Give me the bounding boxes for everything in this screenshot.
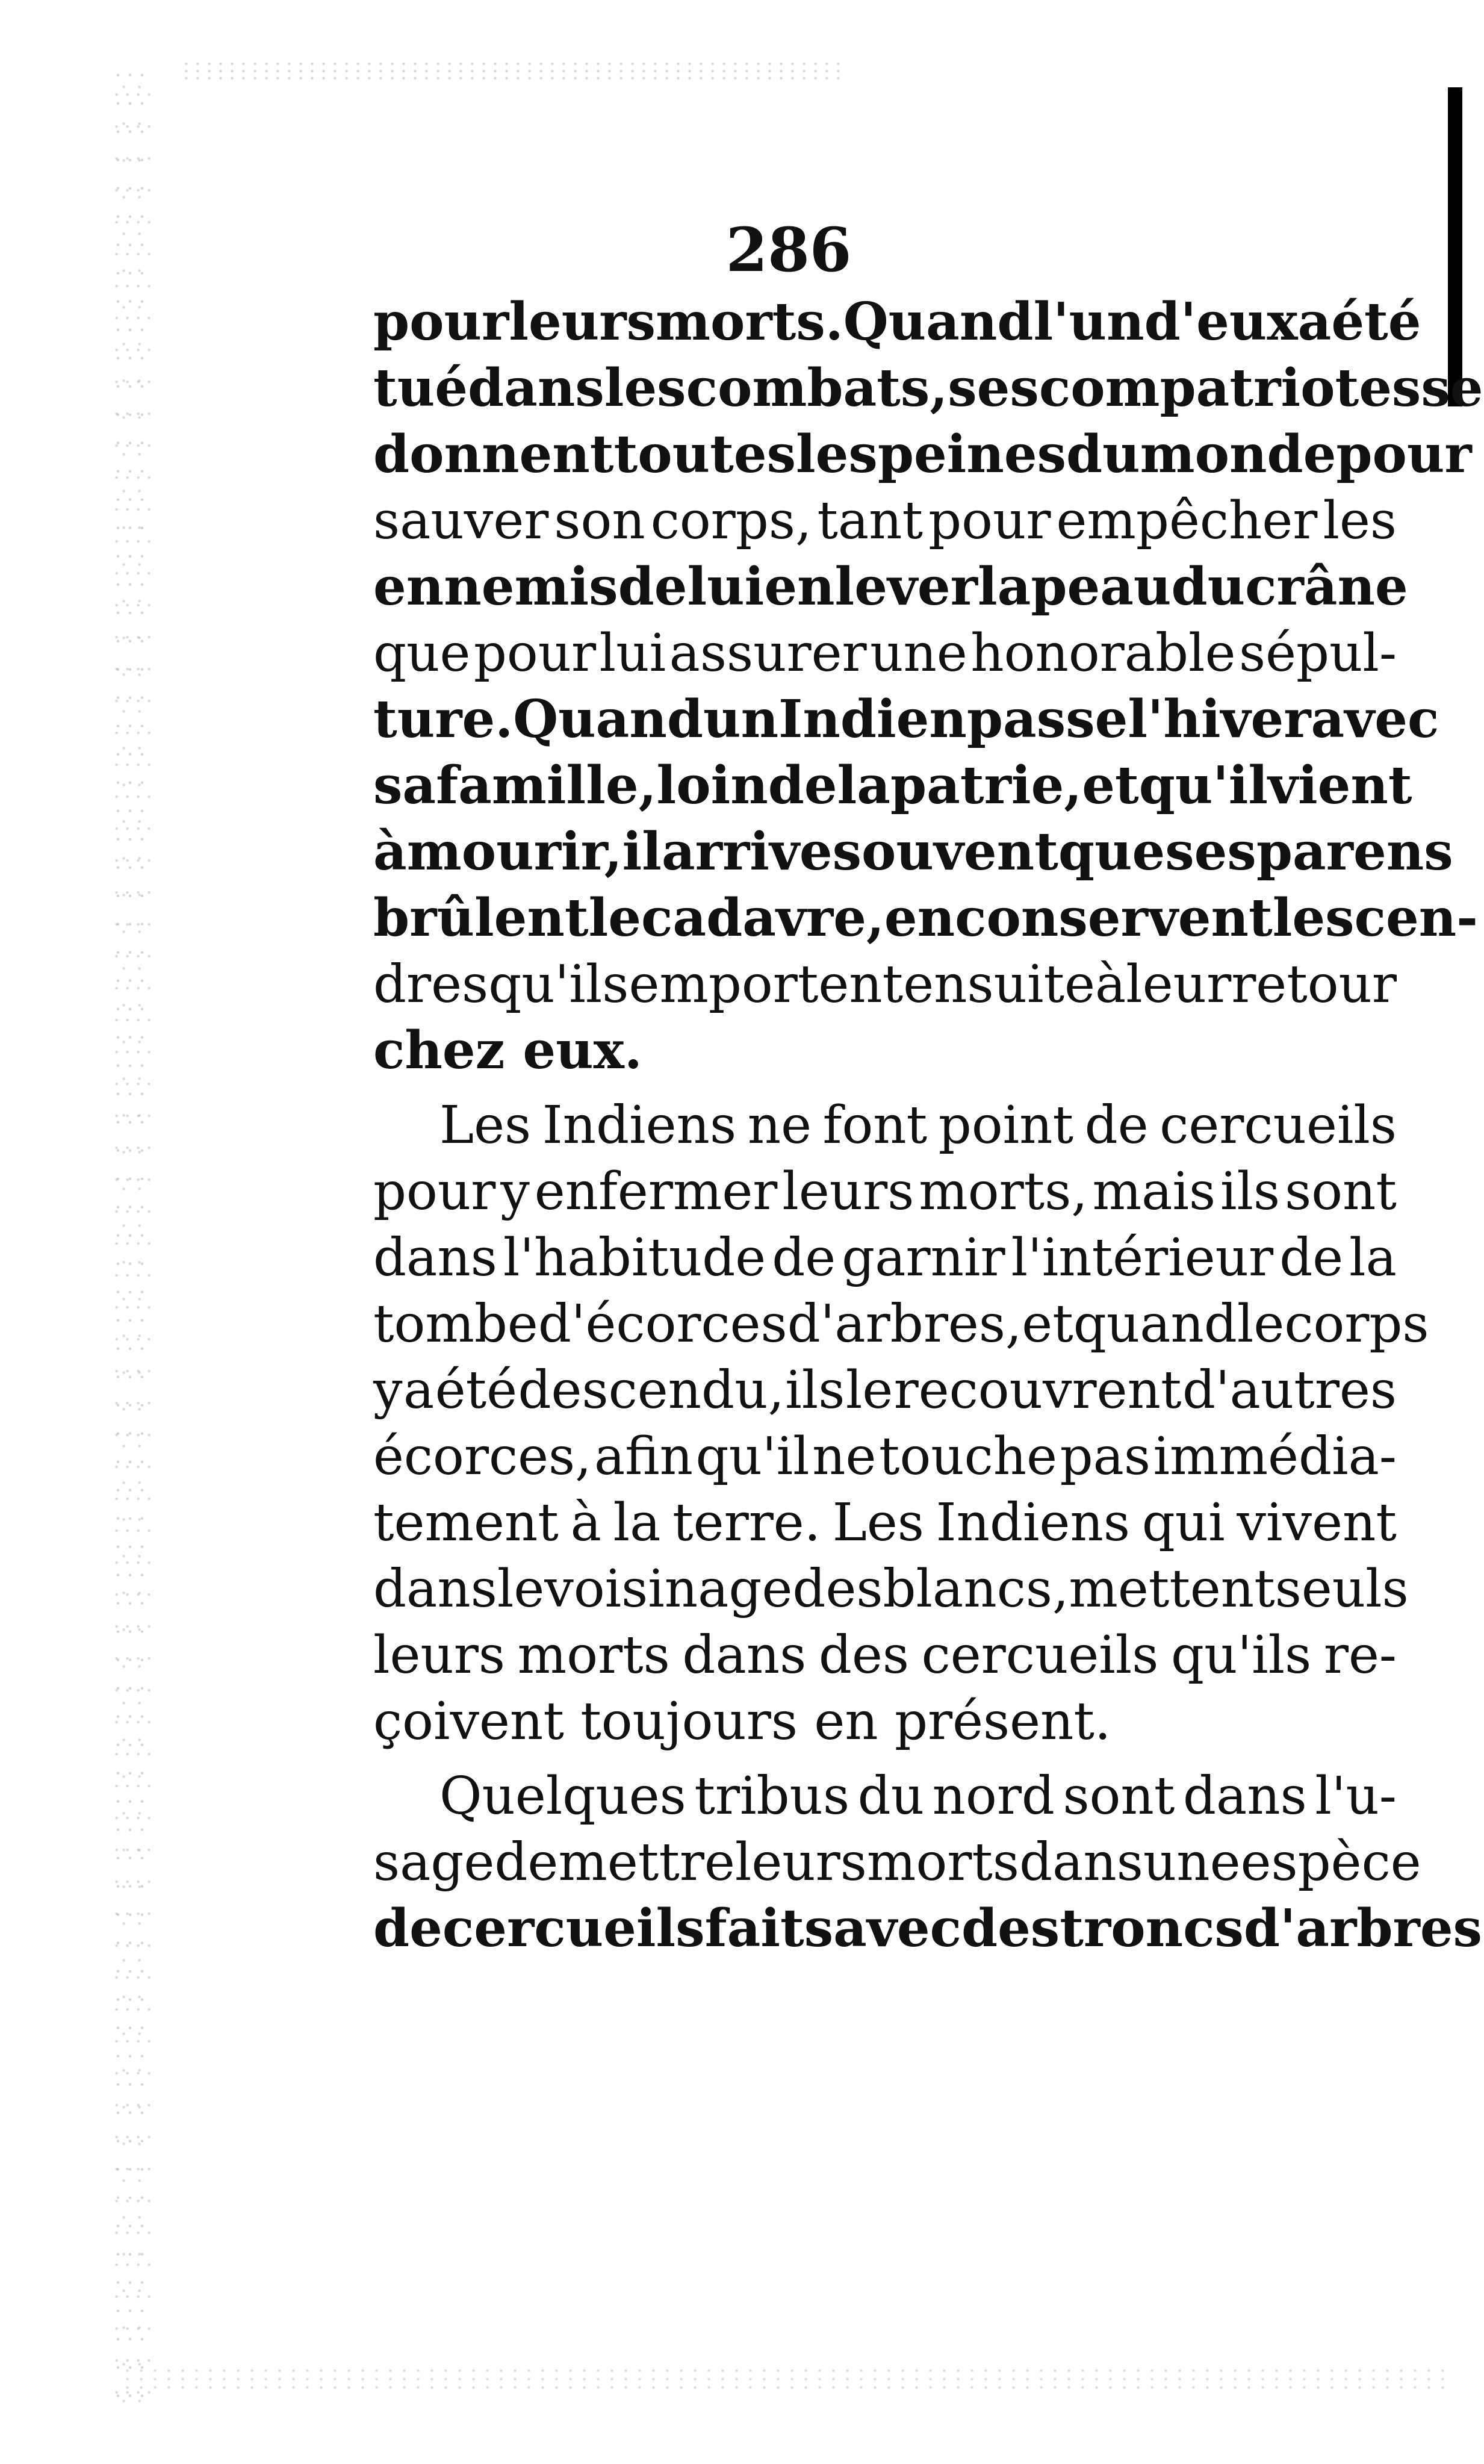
word: qui xyxy=(1141,1493,1225,1553)
word: à xyxy=(373,821,407,882)
word: qu'ils xyxy=(1171,1625,1312,1685)
word: leurs xyxy=(509,291,656,352)
word: l'hiver xyxy=(1128,689,1311,750)
word: Indien xyxy=(778,689,967,750)
word: toutes xyxy=(613,424,796,485)
word: ture. xyxy=(373,689,514,750)
word: tement xyxy=(373,1493,559,1553)
word: pour xyxy=(373,291,509,352)
text-line xyxy=(373,620,1397,686)
word: de xyxy=(494,1832,559,1893)
word: mais xyxy=(1092,1162,1216,1222)
word: mettre xyxy=(558,1832,735,1893)
word: loin xyxy=(656,755,768,816)
text-line xyxy=(373,289,1421,355)
word: et xyxy=(1082,755,1139,816)
text-line xyxy=(373,1622,1397,1688)
word: un xyxy=(703,689,779,750)
word: le xyxy=(588,888,641,948)
word: garnir xyxy=(842,1228,1005,1288)
word: Indiens xyxy=(936,1493,1130,1553)
word: été xyxy=(1331,291,1421,352)
word: Quand xyxy=(513,689,704,750)
word: cercueils xyxy=(921,1625,1159,1685)
word: cadavre, xyxy=(641,888,884,948)
word: touche xyxy=(878,1426,1058,1487)
word: se xyxy=(1421,358,1483,418)
word: tribus xyxy=(694,1766,850,1826)
word: de xyxy=(373,1898,442,1959)
word: point xyxy=(938,1095,1074,1156)
word: tant xyxy=(817,491,924,551)
word: re- xyxy=(1323,1625,1397,1685)
word: avec xyxy=(1311,689,1439,750)
word: d'arbres, xyxy=(787,1294,1022,1354)
word: que xyxy=(1058,821,1166,882)
word: d'eux xyxy=(1144,291,1298,352)
word: quand xyxy=(1073,1294,1237,1354)
word: sont xyxy=(1063,1766,1175,1826)
word: Les xyxy=(832,1493,924,1553)
word: qu'il xyxy=(1138,755,1268,816)
page-number: 286 xyxy=(725,214,852,285)
word: morts. xyxy=(655,291,843,352)
word: l'u- xyxy=(1315,1766,1397,1826)
word: morts xyxy=(517,1625,670,1685)
word: leurs xyxy=(734,1832,867,1893)
word: que xyxy=(373,623,471,683)
word: dans xyxy=(373,1228,497,1288)
word: des xyxy=(792,1559,883,1619)
word: les xyxy=(1323,491,1397,551)
text-line xyxy=(373,1423,1397,1490)
word: assurer xyxy=(669,623,867,683)
word: ils xyxy=(785,1360,845,1420)
page-binding-edge xyxy=(114,72,151,2421)
word: descendu, xyxy=(518,1360,784,1420)
word: morts, xyxy=(919,1162,1088,1222)
word: du xyxy=(1066,424,1140,485)
text-line: çoivent toujours en présent. xyxy=(373,1691,1111,1752)
word: famille, xyxy=(436,755,657,816)
word: enfermer xyxy=(534,1162,778,1222)
word: pas xyxy=(1060,1426,1151,1487)
word: sépul- xyxy=(1238,623,1397,683)
word: qu'il xyxy=(695,1426,810,1487)
word: été xyxy=(435,1360,518,1420)
word: des xyxy=(818,1625,909,1685)
word: peines xyxy=(877,424,1066,485)
word: de xyxy=(618,556,688,617)
word: ses xyxy=(1165,821,1256,882)
text-line xyxy=(373,1896,1482,1962)
text-line xyxy=(373,951,1397,1018)
word: en xyxy=(884,888,955,948)
word: a xyxy=(1297,291,1332,352)
word: d'arbres xyxy=(1243,1898,1482,1959)
word: la xyxy=(977,556,1031,617)
text-line xyxy=(373,1490,1397,1556)
word: Les xyxy=(439,1095,532,1156)
text-line xyxy=(373,488,1397,554)
word: crâne xyxy=(1245,556,1408,617)
word: vient xyxy=(1268,755,1412,816)
word: retour xyxy=(1231,954,1397,1015)
word: morts xyxy=(866,1832,1020,1893)
word: le xyxy=(497,1559,545,1619)
word: tombe xyxy=(373,1294,538,1354)
word: vivent xyxy=(1237,1493,1397,1553)
word: sa xyxy=(373,755,436,816)
word: de xyxy=(772,1228,836,1288)
word: faits xyxy=(704,1898,834,1959)
word: cercueils xyxy=(442,1898,705,1959)
word: voisinage xyxy=(544,1559,793,1619)
word: de xyxy=(1084,1095,1149,1156)
word: nord xyxy=(932,1766,1055,1826)
word: espèce xyxy=(1240,1832,1421,1893)
word: son xyxy=(554,491,645,551)
word: à xyxy=(570,1493,601,1553)
word: leurs xyxy=(373,1625,506,1685)
word: a xyxy=(403,1360,435,1420)
word: dans xyxy=(682,1625,807,1685)
word: donnent xyxy=(373,424,614,485)
text-line xyxy=(373,1225,1397,1291)
word: afin xyxy=(594,1426,694,1487)
word: y xyxy=(373,1360,403,1420)
paragraph-start-line xyxy=(373,1763,1397,1829)
word: troncs xyxy=(1060,1898,1244,1959)
word: corps, xyxy=(650,491,812,551)
word: et xyxy=(1022,1294,1073,1354)
word: honorable xyxy=(970,623,1236,683)
word: patrie, xyxy=(890,755,1082,816)
word: du xyxy=(1171,556,1246,617)
word: dans xyxy=(1182,1766,1307,1826)
word: passe xyxy=(966,689,1128,750)
word: leurs xyxy=(782,1162,914,1222)
word: pour xyxy=(473,623,597,683)
word: la xyxy=(837,755,891,816)
word: les xyxy=(1272,888,1355,948)
word: cen- xyxy=(1354,888,1478,948)
word: terre. xyxy=(672,1493,821,1553)
word: ses xyxy=(948,358,1039,418)
word: corps xyxy=(1284,1294,1429,1354)
text-line xyxy=(373,355,1483,422)
word: brûlent xyxy=(373,888,589,948)
word: des xyxy=(961,1898,1060,1959)
word: compatriotes xyxy=(1038,358,1421,418)
word: souvent xyxy=(832,821,1058,882)
text-line xyxy=(373,1829,1421,1896)
word: une xyxy=(1143,1832,1241,1893)
word: font xyxy=(822,1095,928,1156)
word: recouvrent xyxy=(893,1360,1182,1420)
text-line xyxy=(373,554,1408,620)
text-line xyxy=(373,1357,1397,1423)
word: ne xyxy=(747,1095,812,1156)
word: dans xyxy=(1019,1832,1143,1893)
word: qu'ils xyxy=(488,954,629,1015)
word: dres xyxy=(373,954,489,1015)
word: le xyxy=(845,1360,893,1420)
word: Indiens xyxy=(542,1095,737,1156)
word: ne xyxy=(812,1426,877,1487)
word: peau xyxy=(1031,556,1172,617)
word: du xyxy=(857,1766,925,1826)
word: parens xyxy=(1256,821,1453,882)
word: Quelques xyxy=(439,1766,686,1826)
word: empêcher xyxy=(1056,491,1318,551)
word: mourir, xyxy=(406,821,622,882)
word: conservent xyxy=(955,888,1273,948)
word: y xyxy=(500,1162,530,1222)
word: l'un xyxy=(1033,291,1144,352)
text-line xyxy=(373,753,1412,819)
word: de xyxy=(768,755,837,816)
word: enlever xyxy=(764,556,978,617)
word: le xyxy=(1237,1294,1285,1354)
text-line xyxy=(373,1556,1409,1622)
text-line xyxy=(373,885,1478,951)
word: Quand xyxy=(843,291,1034,352)
word: dans xyxy=(373,1559,497,1619)
word: la xyxy=(1349,1228,1397,1288)
text-line xyxy=(373,686,1439,753)
word: ils xyxy=(1220,1162,1281,1222)
word: d'autres xyxy=(1182,1360,1397,1420)
word: les xyxy=(796,424,878,485)
page-bottom-edge xyxy=(120,2366,1445,2391)
word: de xyxy=(1279,1228,1344,1288)
paragraph-start-line xyxy=(373,1092,1397,1159)
word: une xyxy=(870,623,967,683)
word: mettent xyxy=(1069,1559,1275,1619)
word: l'habitude xyxy=(503,1228,766,1288)
word: l'intérieur xyxy=(1011,1228,1274,1288)
text-line xyxy=(373,819,1453,885)
word: dans xyxy=(467,358,604,418)
word: il xyxy=(622,821,662,882)
word: leur xyxy=(1126,954,1232,1015)
word: ensuite xyxy=(903,954,1095,1015)
word: cercueils xyxy=(1160,1095,1397,1156)
word: sont xyxy=(1285,1162,1397,1222)
word: sage xyxy=(373,1832,495,1893)
word: combats, xyxy=(686,358,948,418)
word: tué xyxy=(373,358,468,418)
word: seuls xyxy=(1274,1559,1409,1619)
word: écorces, xyxy=(373,1426,592,1487)
word: sauver xyxy=(373,491,549,551)
word: emportent xyxy=(629,954,904,1015)
word: lui xyxy=(687,556,765,617)
word: pour xyxy=(373,1162,496,1222)
word: la xyxy=(613,1493,661,1553)
word: immédia- xyxy=(1153,1426,1397,1487)
word: à xyxy=(1095,954,1126,1015)
word: d'écorces xyxy=(538,1294,787,1354)
word: blancs, xyxy=(883,1559,1069,1619)
word: avec xyxy=(833,1898,961,1959)
text-line xyxy=(373,1291,1429,1357)
text-line xyxy=(373,1159,1397,1225)
word: pour xyxy=(1336,424,1472,485)
body-text xyxy=(373,289,1483,1962)
word: les xyxy=(604,358,686,418)
text-line: chez eux. xyxy=(373,1020,642,1081)
text-line xyxy=(373,422,1472,488)
word: monde xyxy=(1140,424,1337,485)
word: ennemis xyxy=(373,556,618,617)
word: lui xyxy=(599,623,666,683)
word: pour xyxy=(928,491,1051,551)
word: arrive xyxy=(661,821,833,882)
page-top-edge xyxy=(181,60,843,84)
